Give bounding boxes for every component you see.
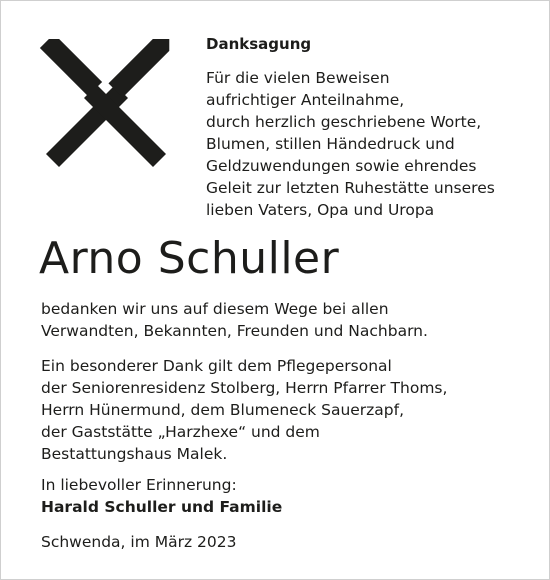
intro-line: Blumen, stillen Händedruck und [206, 135, 455, 153]
thanks-line: Verwandten, Bekannten, Freunden und Nachbarn. [41, 322, 428, 340]
intro-line: Für die vielen Beweisen [206, 69, 390, 87]
intro-line: durch herzlich geschriebene Worte, [206, 113, 482, 131]
thanks-paragraph [41, 298, 541, 342]
intro-line: lieben Vaters, Opa und Uropa [206, 201, 435, 219]
intro-paragraph [206, 67, 536, 221]
family-name: Harald Schuller und Familie [41, 498, 283, 516]
special-thanks-line: Herrn Hünermund, dem Blumeneck Sauerzapf, [41, 401, 405, 419]
remembrance-label: In liebevoller Erinnerung: [41, 476, 237, 494]
notice-heading: Danksagung [206, 35, 312, 53]
special-thanks-line: Bestattungshaus Malek. [41, 445, 228, 463]
hammer-and-pick-icon [31, 39, 181, 189]
special-thanks-line: Ein besonderer Dank gilt dem Pflegepersonal [41, 357, 392, 375]
intro-line: Geldzuwendungen sowie ehrendes [206, 157, 477, 175]
place-date: Schwenda, im März 2023 [41, 533, 237, 551]
intro-line: Geleit zur letzten Ruhestätte unseres [206, 179, 495, 197]
deceased-name: Arno Schuller [39, 233, 340, 284]
special-thanks-line: der Seniorenresidenz Stolberg, Herrn Pfarrer Thoms, [41, 379, 448, 397]
special-thanks-line: der Gaststätte „Harzhexe“ und dem [41, 423, 320, 441]
intro-line: aufrichtiger Anteilnahme, [206, 91, 405, 109]
special-thanks-paragraph [41, 355, 541, 465]
signature-block [41, 474, 541, 518]
thanks-line: bedanken wir uns auf diesem Wege bei allen [41, 300, 389, 318]
